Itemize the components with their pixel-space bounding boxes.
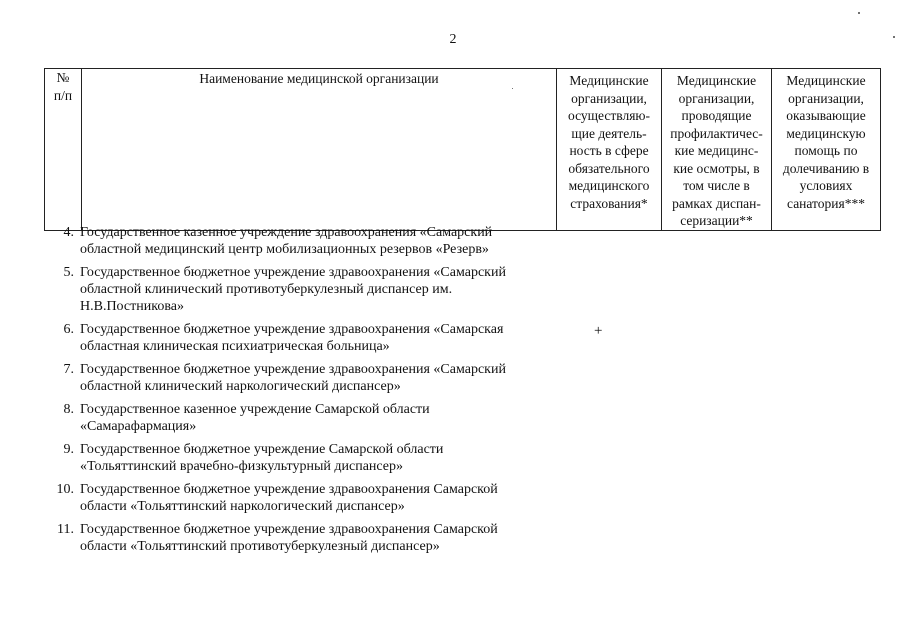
row-number: 5. [63,265,74,280]
organization-name: Государственное бюджетное учреждение здравоохранения «Самарская областная клиническая психиатрическая больница» [80,322,504,354]
oms-mark: + [594,323,603,339]
list-item [44,361,584,395]
row-number: 4. [63,225,74,240]
list-item [44,481,584,515]
scan-speck [893,36,895,38]
header-prophylactic-cell [662,69,772,231]
organization-name: Государственное бюджетное учреждение здравоохранения «Самарский областной клинический наркологический диспансер» [80,362,506,394]
list-item [44,521,584,555]
row-number: 6. [63,322,74,337]
organization-name: Государственное казенное учреждение Самарской области «Самарафармация» [80,402,430,434]
list-item [44,224,584,258]
row-number: 11. [57,522,74,537]
row-number: 7. [63,362,74,377]
header-name-cell [82,69,557,231]
header-row [45,69,881,231]
header-name-label: Наименование медицинской организации [199,71,439,86]
header-prophylactic-label: Медицинские организации, проводящие профилактичес- кие медицинс- кие осмотры, в том числе в рамках диспан- серизации** [670,73,763,228]
page-number: 2 [449,32,457,47]
row-number: 8. [63,402,74,417]
row-number: 9. [63,442,74,457]
organization-name: Государственное бюджетное учреждение здравоохранения Самарской области «Тольяттинский наркологический диспансер» [80,482,498,514]
scan-speck [512,88,513,89]
organization-list [44,224,584,561]
header-oms-cell [557,69,662,231]
row-number: 10. [56,482,74,497]
list-item [44,264,584,315]
scan-speck [858,12,860,14]
organization-name: Государственное бюджетное учреждение Самарской области «Тольяттинский врачебно-физкультурный диспансер» [80,442,444,474]
header-oms-label: Медицинские организации, осуществляю- щие деятель- ность в сфере обязательного медицинского страхования* [568,73,650,211]
header-num-cell [45,69,82,231]
list-item [44,321,584,355]
organization-name: Государственное бюджетное учреждение здравоохранения Самарской области «Тольяттинский противотуберкулезный диспансер» [80,522,498,554]
header-num-label: № п/п [53,70,73,103]
organization-name: Государственное казенное учреждение здравоохранения «Самарский областной медицинский центр мобилизационных резервов «Резерв» [80,225,493,257]
list-item [44,441,584,475]
header-sanatorium-cell [772,69,881,231]
header-table [44,68,881,231]
header-sanatorium-label: Медицинские организации, оказывающие медицинскую помощь по долечиванию в условиях санатория*** [782,73,870,211]
organization-name: Государственное бюджетное учреждение здравоохранения «Самарский областной клинический противотуберкулезный диспансер им. Н.В.Постникова» [80,265,506,314]
list-item [44,401,584,435]
